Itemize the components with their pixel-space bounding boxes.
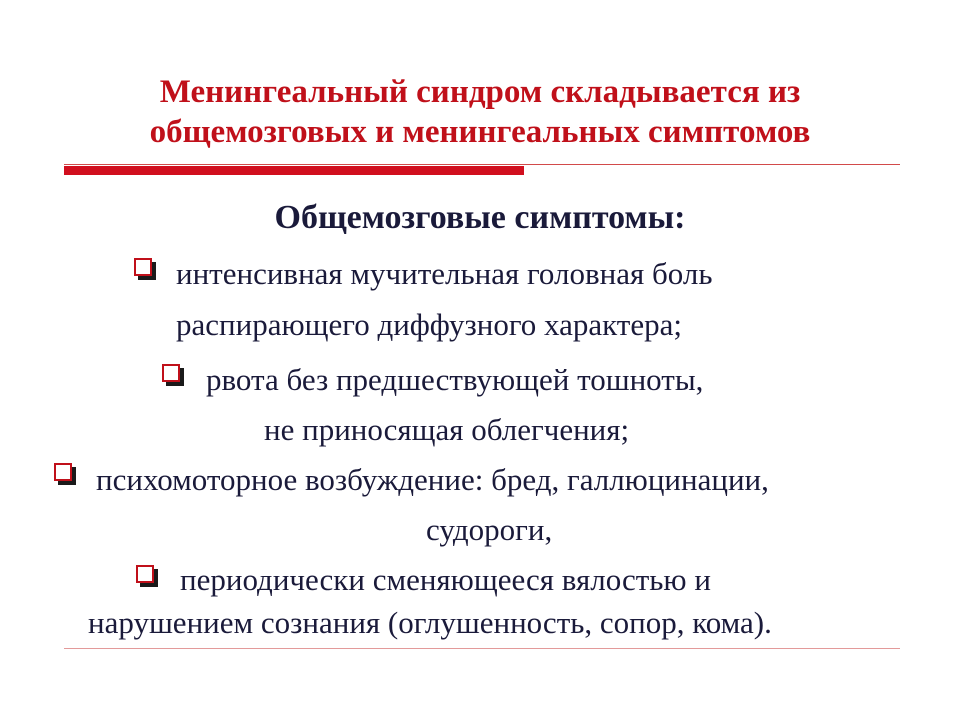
slide-title	[60, 72, 900, 152]
list-item-2-line-2: не приносящая облегчения;	[264, 412, 630, 447]
list-item-2-line-1: рвота без предшествующей тошноты,	[206, 362, 704, 397]
checkbox-bullet-icon	[54, 463, 72, 481]
list-item-4-line-2: нарушением сознания (оглушенность, сопор, кома).	[88, 605, 772, 640]
section-heading: Общемозговые симптомы:	[274, 199, 686, 236]
list-item-3-line-1: психомоторное возбуждение: бред, галлюцинации,	[96, 462, 769, 497]
list-item-4-line-1: периодически сменяющееся вялостью и	[180, 562, 711, 597]
checkbox-bullet-icon	[134, 258, 152, 276]
list-item-3-line-2: судороги,	[426, 512, 553, 547]
title-line-1: Менингеальный синдром складывается из	[159, 74, 801, 110]
title-divider-thick	[64, 166, 524, 175]
list-item-1-line-1: интенсивная мучительная головная боль	[176, 256, 713, 291]
title-divider-thin	[64, 164, 900, 165]
bottom-divider	[64, 648, 900, 649]
checkbox-bullet-icon	[162, 364, 180, 382]
list-item-1-line-2: распирающего диффузного характера;	[176, 307, 682, 342]
checkbox-bullet-icon	[136, 565, 154, 583]
title-line-2: общемозговых и менингеальных симптомов	[149, 114, 811, 150]
